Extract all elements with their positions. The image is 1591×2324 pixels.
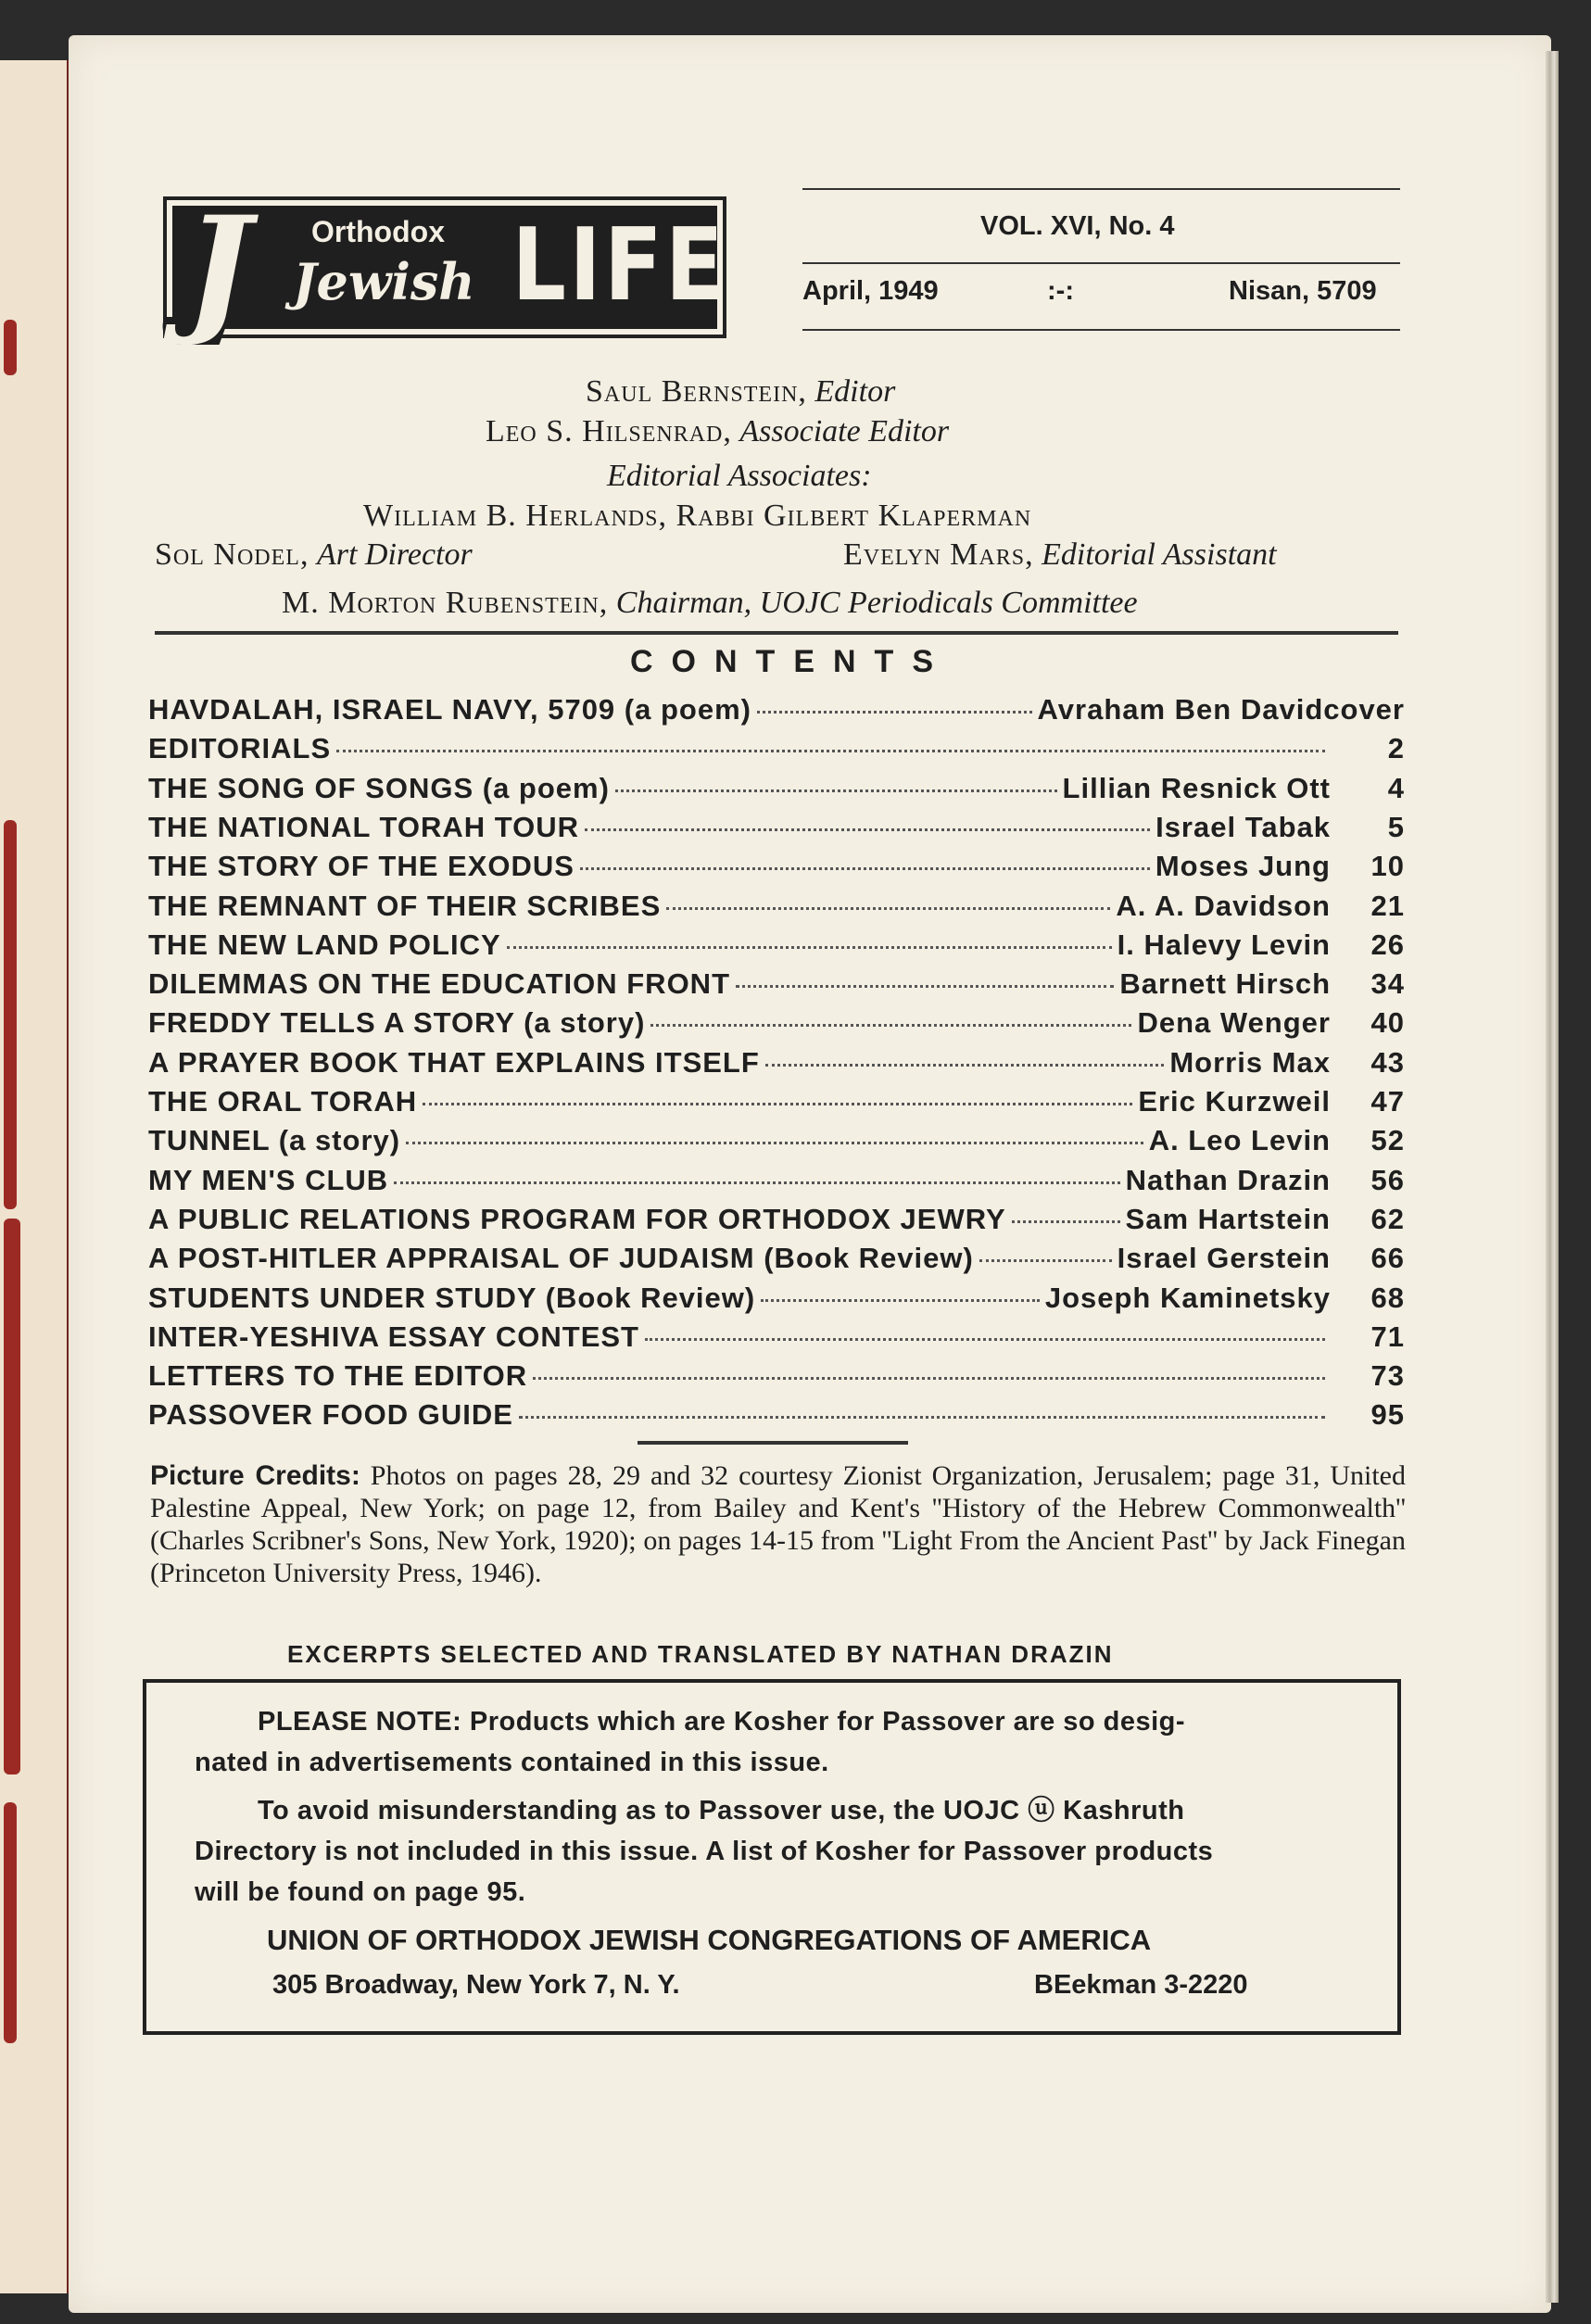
table-of-contents bbox=[148, 693, 1405, 1434]
toc-entry bbox=[148, 1164, 1405, 1201]
organization-name: UNION OF ORTHODOX JEWISH CONGREGATIONS OF AMERICA bbox=[267, 1924, 1152, 1956]
toc-entry-title: MY MEN'S CLUB bbox=[148, 1163, 389, 1196]
toc-entry bbox=[148, 693, 1405, 730]
ornament-decoration bbox=[4, 1219, 20, 1775]
toc-entry-title: LETTERS TO THE EDITOR bbox=[148, 1359, 528, 1393]
toc-entry-author: Sam Hartstein bbox=[1125, 1202, 1331, 1235]
toc-entry-page: 95 bbox=[1370, 1398, 1405, 1432]
toc-leader-dots bbox=[423, 1103, 1132, 1105]
toc-entry-title: THE ORAL TORAH bbox=[148, 1085, 418, 1118]
toc-entry-title: EDITORIALS bbox=[148, 732, 332, 765]
note-line: To avoid misunderstanding as to Passover use, the UOJC ⓤ Kashruth bbox=[258, 1796, 1185, 1825]
toc-entry bbox=[148, 1124, 1405, 1161]
logo-orthodox-text: Orthodox bbox=[311, 215, 445, 248]
toc-entry-title: THE NEW LAND POLICY bbox=[148, 928, 501, 961]
toc-entry-author: Eric Kurzweil bbox=[1138, 1085, 1331, 1118]
toc-leader-dots bbox=[394, 1181, 1119, 1184]
toc-entry bbox=[148, 1398, 1405, 1435]
editorial-associates-label: Editorial Associates: bbox=[607, 459, 872, 493]
toc-entry bbox=[148, 928, 1405, 966]
toc-entry-title: A POST-HITLER APPRAISAL OF JUDAISM (Book Review) bbox=[148, 1242, 974, 1275]
toc-entry-page: 40 bbox=[1370, 1006, 1405, 1040]
masthead-bottom-rule bbox=[802, 329, 1400, 331]
toc-entry-author: Dena Wenger bbox=[1137, 1006, 1331, 1040]
associate-editor-line bbox=[486, 414, 949, 449]
toc-entry-author: Barnett Hirsch bbox=[1119, 967, 1331, 1001]
toc-leader-dots bbox=[533, 1377, 1325, 1380]
toc-entry-title: A PRAYER BOOK THAT EXPLAINS ITSELF bbox=[148, 1045, 760, 1079]
page-edge bbox=[1546, 51, 1559, 2303]
toc-leader-dots bbox=[519, 1416, 1325, 1419]
contents-bottom-rule bbox=[638, 1441, 908, 1445]
toc-entry-title: FREDDY TELLS A STORY (a story) bbox=[148, 1006, 646, 1040]
toc-leader-dots bbox=[761, 1299, 1040, 1302]
toc-entry bbox=[148, 1320, 1405, 1358]
toc-entry bbox=[148, 1359, 1405, 1396]
toc-entry-author: Moses Jung bbox=[1155, 850, 1331, 883]
toc-entry-page: 71 bbox=[1370, 1320, 1405, 1353]
toc-entry bbox=[148, 1006, 1405, 1043]
picture-credits bbox=[150, 1459, 1406, 1589]
toc-entry-title: THE SONG OF SONGS (a poem) bbox=[148, 771, 610, 804]
notice-box bbox=[143, 1679, 1401, 2035]
art-director-role: Art Director bbox=[316, 537, 473, 572]
toc-entry bbox=[148, 1282, 1405, 1319]
toc-leader-dots bbox=[765, 1064, 1165, 1067]
editor-line bbox=[586, 374, 895, 410]
toc-entry bbox=[148, 1046, 1405, 1083]
editor-name: Saul Bernstein, bbox=[586, 374, 807, 409]
staff-divider bbox=[155, 631, 1398, 635]
toc-entry-author: Nathan Drazin bbox=[1125, 1163, 1331, 1196]
logo-jewish-text: Jewish bbox=[293, 252, 475, 311]
toc-entry-title: HAVDALAH, ISRAEL NAVY, 5709 (a poem) bbox=[148, 693, 751, 726]
masthead-middle-rule bbox=[802, 262, 1400, 264]
editorial-assistant-name: Evelyn Mars, bbox=[843, 537, 1034, 572]
toc-entry-author: I. Halevy Levin bbox=[1117, 928, 1331, 961]
toc-entry-page: 52 bbox=[1370, 1124, 1405, 1157]
toc-entry bbox=[148, 732, 1405, 769]
toc-entry-author: Israel Tabak bbox=[1155, 810, 1331, 843]
hebrew-date: Nisan, 5709 bbox=[1229, 276, 1377, 306]
toc-leader-dots bbox=[666, 907, 1110, 910]
issue-date: April, 1949 bbox=[802, 276, 939, 306]
toc-entry-title: A PUBLIC RELATIONS PROGRAM FOR ORTHODOX JEWRY bbox=[148, 1202, 1006, 1235]
editorial-assistant-role: Editorial Assistant bbox=[1042, 537, 1277, 572]
art-director-line bbox=[155, 537, 473, 573]
ornament-decoration bbox=[4, 320, 17, 375]
editor-role: Editor bbox=[814, 374, 896, 409]
toc-entry-author: A. Leo Levin bbox=[1148, 1124, 1331, 1157]
toc-entry-page: 66 bbox=[1370, 1242, 1405, 1275]
toc-leader-dots bbox=[406, 1142, 1143, 1144]
toc-entry-author: Lillian Resnick Ott bbox=[1062, 771, 1331, 804]
toc-entry-author: Joseph Kaminetsky bbox=[1044, 1281, 1331, 1314]
date-separator: :-: bbox=[1047, 276, 1074, 306]
toc-entry bbox=[148, 967, 1405, 1004]
toc-entry-title: STUDENTS UNDER STUDY (Book Review) bbox=[148, 1281, 756, 1314]
toc-entry-title: THE STORY OF THE EXODUS bbox=[148, 850, 575, 883]
toc-entry-author: Morris Max bbox=[1169, 1045, 1331, 1079]
logo-life-text: LIFE bbox=[511, 208, 727, 323]
toc-entry bbox=[148, 1203, 1405, 1240]
editorial-associates-names: William B. Herlands, Rabbi Gilbert Klaperman bbox=[363, 499, 1032, 533]
masthead-top-rule bbox=[802, 188, 1400, 190]
toc-leader-dots bbox=[507, 946, 1112, 949]
editorial-assistant-line bbox=[843, 537, 1277, 573]
logo-background bbox=[172, 186, 727, 349]
toc-entry-page: 56 bbox=[1370, 1163, 1405, 1196]
toc-entry-page: 47 bbox=[1370, 1085, 1405, 1118]
note-line: Directory is not included in this issue. A list of Kosher for Passover products bbox=[195, 1837, 1214, 1866]
toc-entry-title: THE REMNANT OF THEIR SCRIBES bbox=[148, 889, 662, 922]
toc-entry-author: Israel Gerstein bbox=[1117, 1242, 1331, 1275]
logo-j-letter: J bbox=[185, 186, 251, 349]
toc-entry-title: PASSOVER FOOD GUIDE bbox=[148, 1398, 513, 1432]
toc-entry-page: 21 bbox=[1370, 889, 1405, 922]
left-facing-page bbox=[0, 60, 70, 2293]
toc-entry-page: 34 bbox=[1370, 967, 1405, 1001]
organization-address: 305 Broadway, New York 7, N. Y. bbox=[272, 1970, 680, 2000]
excerpts-credit: EXCERPTS SELECTED AND TRANSLATED BY NATHAN DRAZIN bbox=[287, 1640, 1114, 1668]
toc-entry-page: 68 bbox=[1370, 1281, 1405, 1314]
toc-entry-title: DILEMMAS ON THE EDUCATION FRONT bbox=[148, 967, 731, 1001]
organization-phone: BEekman 3-2220 bbox=[1034, 1970, 1248, 2000]
toc-leader-dots bbox=[645, 1338, 1325, 1341]
toc-leader-dots bbox=[336, 750, 1325, 752]
toc-entry-page: 2 bbox=[1387, 732, 1405, 765]
associate-editor-role: Associate Editor bbox=[739, 414, 950, 448]
toc-entry bbox=[148, 1242, 1405, 1279]
toc-leader-dots bbox=[650, 1024, 1131, 1027]
toc-entry-page: cover bbox=[1323, 693, 1405, 726]
toc-entry bbox=[148, 850, 1405, 887]
art-director-name: Sol Nodel, bbox=[155, 537, 309, 572]
note-line: will be found on page 95. bbox=[195, 1877, 526, 1907]
note-line: nated in advertisements contained in this issue. bbox=[195, 1748, 829, 1777]
credits-text: Photos on pages 28, 29 and 32 courtesy Zionist Organization, Jerusalem; page 31, United Palestine Appeal, New York; on page 12, from Bailey and Kent's ''History of the Hebrew Commonwealth'' (Charles Scribner's Sons, New York, 1920); on pages 14-15 from ''Light From the Ancient Past'' by Jack Finegan (Princeton University Press, 1946). bbox=[150, 1460, 1407, 1588]
associate-editor-name: Leo S. Hilsenrad, bbox=[486, 414, 732, 448]
toc-entry-title: TUNNEL (a story) bbox=[148, 1124, 401, 1157]
toc-leader-dots bbox=[1012, 1220, 1120, 1223]
toc-leader-dots bbox=[615, 789, 1057, 792]
credits-label: Picture Credits: bbox=[150, 1460, 360, 1491]
toc-entry bbox=[148, 890, 1405, 927]
ornament-decoration bbox=[4, 1802, 17, 2043]
toc-entry-title: INTER-YESHIVA ESSAY CONTEST bbox=[148, 1320, 639, 1353]
toc-entry bbox=[148, 811, 1405, 848]
toc-entry-page: 43 bbox=[1370, 1045, 1405, 1079]
ornament-decoration bbox=[4, 820, 17, 1209]
toc-leader-dots bbox=[979, 1259, 1112, 1262]
toc-entry-page: 5 bbox=[1387, 810, 1405, 843]
toc-entry-title: THE NATIONAL TORAH TOUR bbox=[148, 810, 580, 843]
toc-entry-page: 4 bbox=[1387, 771, 1405, 804]
toc-entry-page: 26 bbox=[1370, 928, 1405, 961]
toc-leader-dots bbox=[736, 985, 1114, 988]
magazine-logo bbox=[163, 186, 727, 349]
chairman-line bbox=[282, 586, 1138, 621]
contents-heading: CONTENTS bbox=[630, 644, 952, 679]
volume-number: VOL. XVI, No. 4 bbox=[980, 211, 1175, 241]
toc-entry bbox=[148, 772, 1405, 809]
note-line: PLEASE NOTE: Products which are Kosher for Passover are so desig- bbox=[258, 1707, 1186, 1737]
toc-entry-author: Avraham Ben David bbox=[1037, 693, 1324, 726]
toc-entry bbox=[148, 1085, 1405, 1122]
toc-entry-page: 62 bbox=[1370, 1202, 1405, 1235]
toc-leader-dots bbox=[585, 828, 1150, 831]
chairman-role: Chairman, UOJC Periodicals Committee bbox=[615, 586, 1138, 620]
toc-leader-dots bbox=[580, 867, 1150, 870]
chairman-name: M. Morton Rubenstein, bbox=[282, 586, 609, 620]
toc-entry-page: 73 bbox=[1370, 1359, 1405, 1393]
toc-entry-page: 10 bbox=[1370, 850, 1405, 883]
toc-leader-dots bbox=[757, 711, 1032, 714]
toc-entry-author: A. A. Davidson bbox=[1116, 889, 1331, 922]
